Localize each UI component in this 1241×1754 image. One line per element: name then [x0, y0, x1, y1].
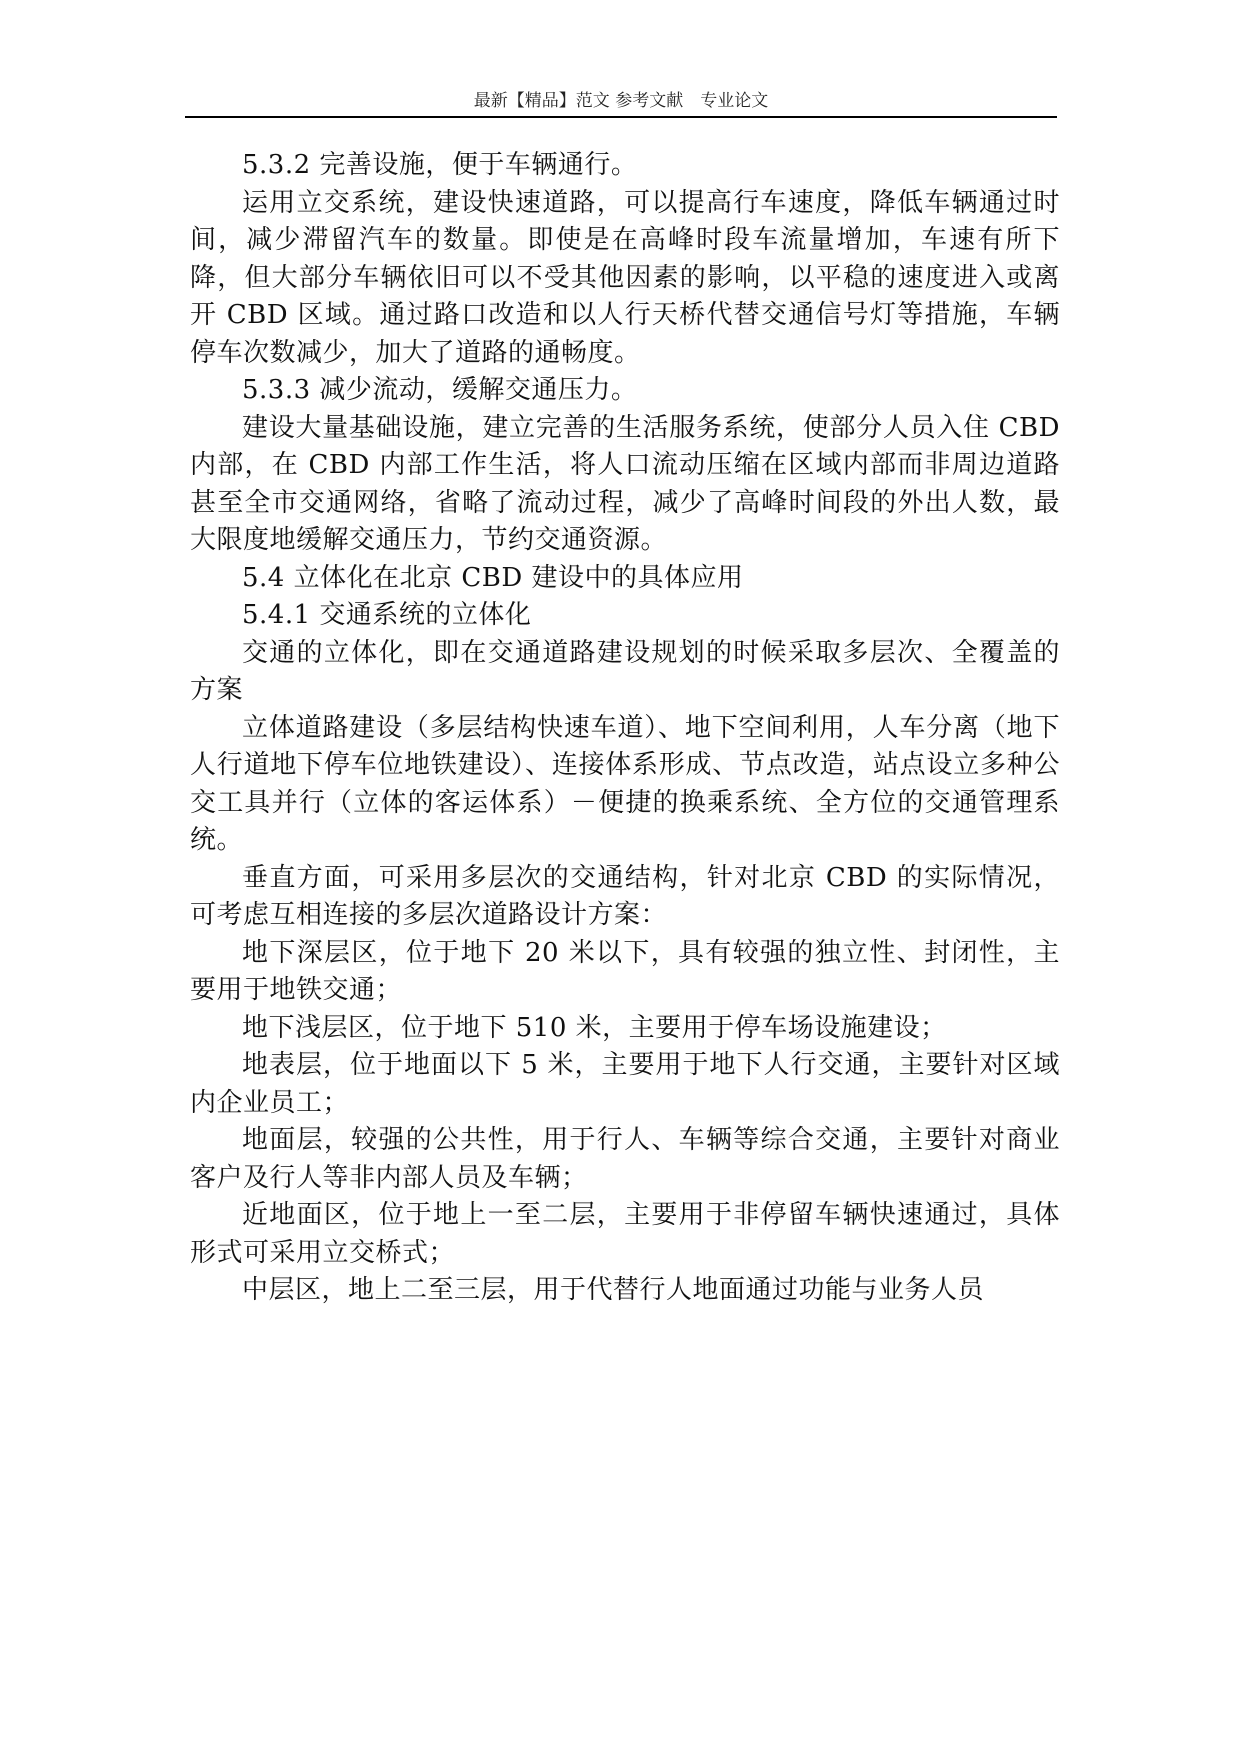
paragraph: 地表层，位于地面以下 5 米，主要用于地下人行交通，主要针对区域内企业员工； [190, 1050, 1060, 1118]
paragraph-5-4-1-heading: 5.4.1 交通系统的立体化 [242, 600, 532, 630]
paragraph-5-4-heading: 5.4 立体化在北京 CBD 建设中的具体应用 [242, 562, 744, 593]
paragraph-5-3-2-heading: 5.3.2 完善设施，便于车辆通行。 [242, 150, 638, 180]
paragraph: 地面层，较强的公共性，用于行人、车辆等综合交通，主要针对商业客户及行人等非内部人员及车辆； [190, 1125, 1060, 1193]
page-header: 最新【精品】范文 参考文献 专业论文 [473, 91, 769, 111]
paragraph: 近地面区，位于地上一至二层，主要用于非停留车辆快速通过，具体形式可采用立交桥式； [190, 1200, 1060, 1268]
paragraph: 地下深层区，位于地下 20 米以下，具有较强的独立性、封闭性，主要用于地铁交通； [190, 937, 1060, 1005]
paragraph: 中层区，地上二至三层，用于代替行人地面通过功能与业务人员 [242, 1275, 985, 1305]
paragraph: 地下浅层区，位于地下 510 米，主要用于停车场设施建设； [242, 1012, 947, 1043]
paragraph: 垂直方面，可采用多层次的交通结构，针对北京 CBD 的实际情况，可考虑互相连接的多层次道路设计方案： [190, 862, 1060, 930]
document-body [190, 147, 1060, 1310]
paragraph: 建设大量基础设施，建立完善的生活服务系统，使部分人员入住 CBD 内部，在 CBD 内部工作生活，将人口流动压缩在区域内部而非周边道路甚至全市交通网络，省略了流动过程，减少了高峰时间段的外出人数，最大限度地缓解交通压力，节约交通资源。 [190, 412, 1060, 555]
paragraph: 交通的立体化，即在交通道路建设规划的时候采取多层次、全覆盖的方案 [190, 637, 1060, 705]
header-divider [185, 116, 1057, 118]
paragraph: 运用立交系统，建设快速道路，可以提高行车速度，降低车辆通过时间，减少滞留汽车的数量。即使是在高峰时段车流量增加，车速有所下降，但大部分车辆依旧可以不受其他因素的影响，以平稳的速度进入或离开 CBD 区域。通过路口改造和以人行天桥代替交通信号灯等措施，车辆停车次数减少，加大了道路的通畅度。 [190, 187, 1060, 368]
paragraph: 立体道路建设（多层结构快速车道）、地下空间利用，人车分离（地下人行道地下停车位地铁建设）、连接体系形成、节点改造，站点设立多种公交工具并行（立体的客运体系）－便捷的换乘系统、全方位的交通管理系统。 [190, 712, 1060, 855]
paragraph-5-3-3-heading: 5.3.3 减少流动，缓解交通压力。 [242, 375, 638, 405]
